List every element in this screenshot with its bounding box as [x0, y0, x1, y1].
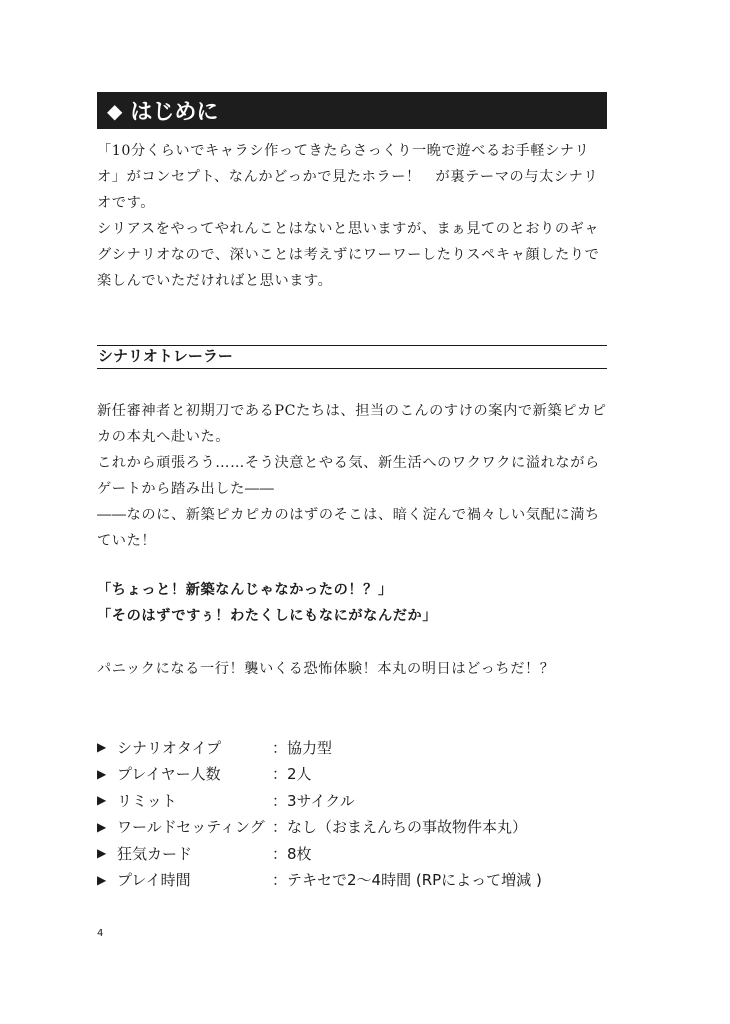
- spec-value: ：なし（おまえんちの事故物件本丸）: [272, 818, 528, 837]
- spec-row: [97, 761, 617, 788]
- spec-row: [97, 787, 617, 814]
- spec-label: 狂気カード: [117, 844, 193, 863]
- page-number: 4: [97, 928, 104, 939]
- triangle-right-icon: ▶: [97, 740, 107, 755]
- intro-paragraph: 「10分くらいでキャラシ作ってきたらさっくり一晩で遊べるお手軽シナリオ」がコンセプト、なんかどっかで見たホラー！ が裏テーマの与太シナリオです。 シリアスをやってやれんことはないと思いますが、まぁ見てのとおりのギャグシナリオなので、深いことは考えずにワーワーしたりスペキャ顔したりで楽しんでいただければと思います。: [97, 143, 600, 289]
- triangle-right-icon: ▶: [97, 846, 107, 861]
- spec-label: リミット: [117, 791, 177, 810]
- tagline: パニックになる一行！襲いくる恐怖体験！本丸の明日はどっちだ！？: [97, 661, 555, 677]
- dialog-lines: 「ちょっと！新築なんじゃなかったの！？」 「そのはずですぅ！わたくしにもなにがなんだか」: [97, 582, 438, 624]
- spec-label: シナリオタイプ: [117, 738, 222, 757]
- trailer-heading: シナリオトレーラー: [97, 345, 607, 369]
- spec-row: [97, 867, 617, 894]
- triangle-right-icon: ▶: [97, 793, 107, 808]
- section-title: はじめに: [130, 100, 219, 125]
- diamond-icon: ◆: [107, 98, 123, 123]
- spec-row: [97, 814, 617, 841]
- spec-label: プレイ時間: [117, 871, 191, 890]
- spec-label: ワールドセッティング: [117, 818, 265, 837]
- triangle-right-icon: ▶: [97, 819, 107, 834]
- spec-list: [97, 734, 617, 893]
- spec-value: ：8枚: [272, 844, 312, 863]
- spec-value: ：2人: [272, 765, 312, 784]
- trailer-paragraph: 新任審神者と初期刀であるPCたちは、担当のこんのすけの案内で新築ピカピカの本丸へ赴いた。 これから頑張ろう……そう決意とやる気、新生活へのワクワクに溢れながらゲートから踏み出した―― ――なのに、新築ピカピカのはずのそこは、暗く淀んで禍々しい気配に満ちていた！: [97, 403, 607, 549]
- triangle-right-icon: ▶: [97, 872, 107, 887]
- triangle-right-icon: ▶: [97, 766, 107, 781]
- spec-value: ：協力型: [272, 738, 333, 757]
- spec-row: [97, 734, 617, 761]
- spec-value: ：テキセで2～4時間 (RPによって増減 ): [272, 871, 542, 890]
- section-heading-bar: [97, 92, 607, 129]
- spec-value: ：3サイクル: [272, 791, 355, 810]
- spec-row: [97, 840, 617, 867]
- spec-label: プレイヤー人数: [117, 765, 221, 784]
